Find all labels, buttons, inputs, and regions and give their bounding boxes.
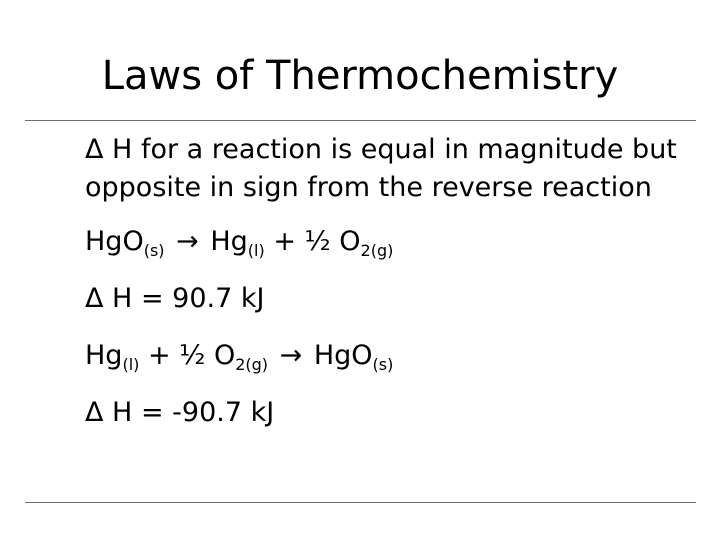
- product-hgo: HgO: [313, 340, 373, 371]
- bullet-reverse-equation: [60, 337, 690, 375]
- equation-reverse: [85, 340, 394, 374]
- slide-title: Laws of Thermochemistry: [101, 53, 619, 99]
- reactant-hg: Hg: [85, 340, 123, 371]
- equation-forward: [85, 226, 394, 260]
- footer-divider: [25, 502, 696, 503]
- state-subscript: (l): [247, 241, 265, 260]
- product-o2: + ½ O: [273, 226, 361, 257]
- arrow-right-icon: →: [279, 340, 303, 371]
- bullet-forward-equation: [60, 223, 690, 261]
- reactant-o2: + ½ O: [147, 340, 236, 371]
- bullet-text: Δ H = 90.7 kJ: [85, 283, 265, 314]
- bullet-text: Δ H for a reaction is equal in magnitude but opposite in sign from the reverse reaction: [85, 134, 677, 203]
- product-hg: Hg: [210, 226, 248, 257]
- bullet-delta-h-forward: [60, 280, 690, 318]
- state-subscript: (l): [122, 355, 140, 374]
- o2-subscript: 2(g): [360, 241, 394, 260]
- bullet-delta-h-reverse-value: [60, 394, 690, 432]
- o2-subscript: 2(g): [235, 355, 269, 374]
- bullet-list: [60, 131, 690, 451]
- bullet-text: Δ H = -90.7 kJ: [85, 397, 275, 428]
- state-subscript: (s): [372, 355, 394, 374]
- state-subscript: (s): [143, 241, 165, 260]
- arrow-right-icon: →: [176, 226, 199, 257]
- title-divider: [25, 120, 696, 121]
- reactant-hgo: HgO: [85, 226, 144, 257]
- bullet-delta-h-reverse: [60, 131, 690, 207]
